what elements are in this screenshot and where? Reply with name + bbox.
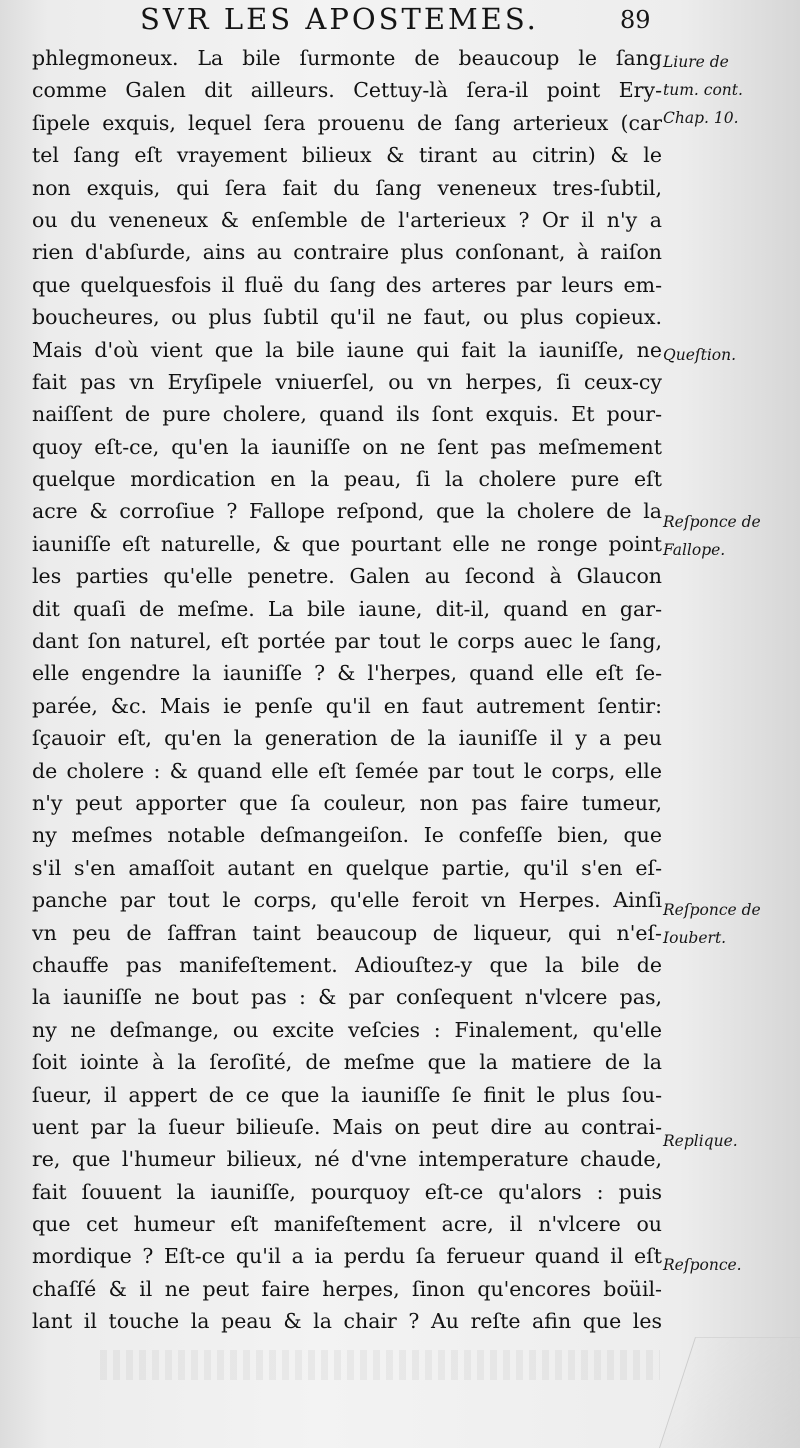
text-line: n'y peut apporter que ſa couleur, non pas faire tumeur,	[32, 790, 662, 815]
text-line: ſueur, il appert de ce que la iauniſſe ſe finit le plus ſou-	[32, 1082, 662, 1107]
text-line: parée, &c. Mais ie penſe qu'il en faut autrement ſentir:	[32, 693, 662, 718]
margin-note-question	[663, 341, 798, 369]
margin-note-replique	[663, 1127, 798, 1155]
margin-note-line: Ioubert.	[663, 929, 727, 947]
text-line: ſipele exquis, lequel ſera prouenu de ſang arterieux (car	[32, 110, 662, 135]
margin-note-line: Liure de	[663, 53, 729, 71]
show-through-bleed	[100, 1350, 660, 1380]
text-line: que cet humeur eſt manifeſtement acre, il n'vlcere ou	[32, 1212, 662, 1237]
text-line: chauffe pas manifeſtement. Adiouſtez-y que la bile de	[32, 952, 662, 977]
text-line: panche par tout le corps, qu'elle feroit vn Herpes. Ainſi	[32, 888, 662, 913]
margin-note-line: tum. cont.	[663, 81, 743, 99]
text-line: tel ſang eſt vrayement bilieux & tirant au citrin) & le	[32, 143, 662, 168]
text-line: ſçauoir eſt, qu'en la generation de la iauniſſe il y a peu	[32, 726, 662, 751]
text-line: uent par la ſueur bilieuſe. Mais on peut dire au contrai-	[32, 1114, 662, 1139]
text-line: mordique ? Eſt-ce qu'il a ia perdu ſa ferueur quand il eſt	[32, 1244, 662, 1269]
text-line: s'il s'en amaſſoit autant en quelque partie, qu'il s'en eſ-	[32, 855, 662, 880]
text-line: dant ſon naturel, eſt portée par tout le corps auec le ſang,	[32, 629, 662, 654]
text-line: ſoit iointe à la ſeroſité, de meſme que la matiere de la	[32, 1050, 662, 1075]
text-line: la iauniſſe ne bout pas : & par conſequent n'vlcere pas,	[32, 985, 662, 1010]
text-line: que quelquesfois il fluë du ſang des arteres par leurs em-	[32, 272, 662, 297]
margin-note-responce-fallope	[663, 508, 798, 564]
text-line: rien d'abſurde, ains au contraire plus conſonant, à raiſon	[32, 240, 662, 265]
text-line: vn peu de ſaffran taint beaucoup de liqueur, qui n'eſ-	[32, 920, 662, 945]
text-line: non exquis, qui ſera fait du ſang veneneux tres-ſubtil,	[32, 175, 662, 200]
main-text-block	[32, 42, 662, 1338]
text-line: naiſſent de pure cholere, quand ils ſont exquis. Et pour-	[32, 402, 662, 427]
text-line: quelque mordication en la peau, ſi la cholere pure eſt	[32, 467, 662, 492]
margin-note-line: Reſponce.	[663, 1256, 742, 1274]
margin-note-livre	[663, 48, 798, 132]
text-line: lant il touche la peau & la chair ? Au reſte afin que les	[32, 1309, 662, 1334]
margin-note-line: Fallope.	[663, 541, 726, 559]
text-line: boucheures, ou plus ſubtil qu'il ne faut, ou plus copieux.	[32, 305, 662, 330]
margin-note-line: Chap. 10.	[663, 109, 739, 127]
margin-note-line: Queſtion.	[663, 346, 737, 364]
text-line: fait ſouuent la iauniſſe, pourquoy eſt-ce qu'alors : puis	[32, 1179, 662, 1204]
margin-note-responce-joubert	[663, 896, 798, 952]
margin-note-line: Reſponce de	[663, 901, 761, 919]
text-line: comme Galen dit ailleurs. Cettuy-là ſera-il point Ery-	[32, 78, 662, 103]
margin-note-line: Reſponce de	[663, 513, 761, 531]
running-title: SVR LES APOSTEMES.	[140, 2, 539, 36]
page-corner-fold	[659, 1337, 800, 1448]
text-line: les parties qu'elle penetre. Galen au ſecond à Glaucon	[32, 564, 662, 589]
text-line: re, que l'humeur bilieux, né d'vne intemperature chaude,	[32, 1147, 662, 1172]
text-line: de cholere : & quand elle eſt ſemée par tout le corps, elle	[32, 758, 662, 783]
margin-note-responce	[663, 1251, 798, 1279]
text-line: phlegmoneux. La bile ſurmonte de beaucoup le ſang	[32, 46, 662, 70]
text-line: acre & corroſiue ? Fallope reſpond, que la cholere de la	[32, 499, 662, 524]
page-number: 89	[620, 6, 651, 34]
text-line: ny meſmes notable deſmangeiſon. Ie confeſſe bien, que	[32, 823, 662, 848]
text-line: ou du veneneux & enſemble de l'arterieux ? Or il n'y a	[32, 207, 662, 232]
margin-note-line: Replique.	[663, 1132, 738, 1150]
text-line: chaſſé & il ne peut faire herpes, ſinon qu'encores boüil-	[32, 1276, 662, 1301]
text-line: ny ne deſmange, ou excite veſcies : Finalement, qu'elle	[32, 1017, 662, 1042]
text-line: fait pas vn Eryſipele vniuerſel, ou vn herpes, ſi ceux-cy	[32, 369, 662, 394]
text-line: iauniſſe eſt naturelle, & que pourtant elle ne ronge point	[32, 531, 662, 556]
text-line: dit quaſi de meſme. La bile iaune, dit-il, quand en gar-	[32, 596, 662, 621]
text-line: elle engendre la iauniſſe ? & l'herpes, quand elle eſt ſe-	[32, 661, 662, 686]
page-header	[0, 2, 800, 40]
text-line: quoy eſt-ce, qu'en la iauniſſe on ne ſent pas meſmement	[32, 434, 662, 459]
text-line: Mais d'où vient que la bile iaune qui fait la iauniſſe, ne	[32, 337, 662, 362]
